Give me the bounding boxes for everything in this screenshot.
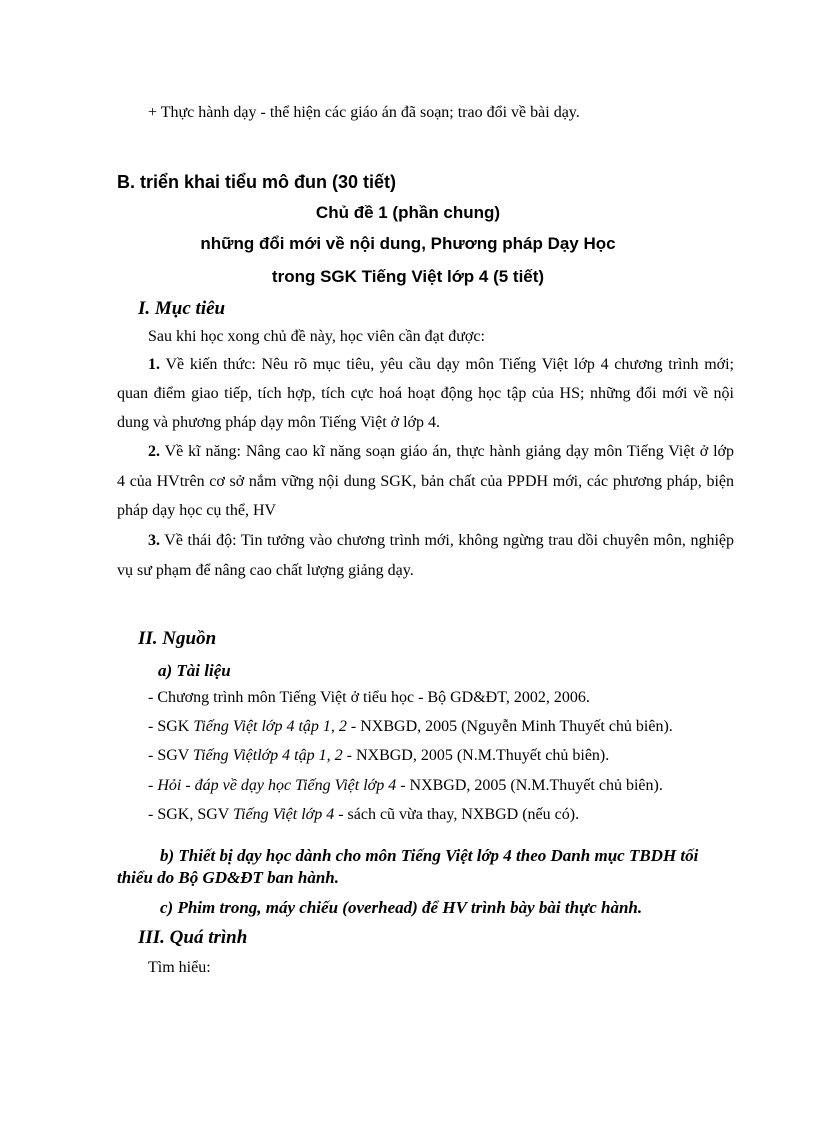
reference-3-title: Tiếng Việtlớp 4 tập 1, 2 [193, 747, 343, 764]
intro-line: + Thực hành dạy - thể hiện các giáo án đã soạn; trao đổi về bài dạy. [148, 104, 580, 121]
reference-4-title: Hỏi - đáp về dạy học Tiếng Việt lớp 4 [157, 777, 397, 794]
reference-3-suffix: - NXBGD, 2005 (N.M.Thuyết chủ biên). [342, 747, 610, 764]
muc-tieu-heading: I. Mục tiêu [138, 298, 226, 319]
topic-title-line1: Chủ đề 1 (phần chung) [315, 203, 501, 222]
reference-4-suffix: - NXBGD, 2005 (N.M.Thuyết chủ biên). [396, 777, 663, 794]
topic-title-line3: trong SGK Tiếng Việt lớp 4 (5 tiết) [271, 267, 545, 286]
item1-number: 1. [148, 356, 160, 373]
reference-2-prefix: - SGK [148, 718, 194, 735]
topic-title-line2: những đổi mới về nội dung, Phương pháp Dạy Học [200, 234, 616, 253]
reference-5-suffix: - sách cũ vừa thay, NXBGD (nếu có). [334, 806, 580, 823]
reference-2-suffix: - NXBGD, 2005 (Nguyễn Minh Thuyết chủ biên). [346, 718, 673, 735]
item3-number: 3. [148, 532, 160, 549]
item2-line3: pháp dạy học cụ thể, HV [117, 502, 277, 519]
nguon-heading: II. Nguồn [138, 628, 217, 649]
item2-line2: 4 của HVtrên cơ sở nắm vững nội dung SGK, bản chất của PPDH mới, các phương pháp, biện [117, 473, 734, 490]
reference-5-prefix: - SGK, SGV [148, 806, 234, 823]
item1-line3: dung và phương pháp dạy môn Tiếng Việt ở lớp 4. [117, 414, 441, 431]
item2-text1: Về kĩ năng: Nâng cao kĩ năng soạn giáo án, thực hành giảng dạy môn Tiếng Việt ở lớp [164, 443, 734, 460]
qua-trinh-heading: III. Quá trình [138, 927, 248, 948]
section-b-heading: B. triển khai tiểu mô đun (30 tiết) [117, 172, 397, 192]
thiet-bi-line2: thiểu do Bộ GD&ĐT ban hành. [117, 868, 339, 887]
item2-number: 2. [148, 443, 160, 460]
item3-line2: vụ sư phạm để nâng cao chất lượng giảng dạy. [117, 562, 414, 579]
reference-2-title: Tiếng Việt lớp 4 tập 1, 2 [193, 718, 347, 735]
reference-4-prefix: - [148, 777, 158, 794]
reference-5 [148, 806, 579, 824]
tim-hieu-line: Tìm hiểu: [148, 959, 211, 976]
item1-text1: Về kiến thức: Nêu rõ mục tiêu, yêu cầu dạy môn Tiếng Việt lớp 4 chương trình mới; [165, 356, 734, 373]
reference-5-title: Tiếng Việt lớp 4 [233, 806, 335, 823]
phim-line: c) Phim trong, máy chiếu (overhead) để HV trình bày bài thực hành. [160, 898, 643, 917]
item2-line1 [117, 443, 734, 461]
item1-line1 [117, 356, 734, 374]
reference-4 [148, 777, 663, 795]
reference-3-prefix: - SGV [148, 747, 194, 764]
item3-text1: Về thái độ: Tin tưởng vào chương trình mới, không ngừng trau dồi chuyên môn, nghiệp [164, 532, 734, 549]
reference-1: - Chương trình môn Tiếng Việt ở tiểu học - Bộ GD&ĐT, 2002, 2006. [148, 689, 590, 706]
item3-line1 [117, 532, 734, 550]
thiet-bi-line1: b) Thiết bị dạy học dành cho môn Tiếng Việt lớp 4 theo Danh mục TBDH tối [160, 846, 699, 865]
reference-2 [148, 718, 673, 736]
muc-tieu-intro: Sau khi học xong chủ đề này, học viên cần đạt được: [148, 328, 485, 345]
reference-3 [148, 747, 609, 765]
item1-line2: quan điểm giao tiếp, tích hợp, tích cực hoá hoạt động học tập của HS; những đổi mới về nội [117, 385, 734, 402]
tai-lieu-heading: a) Tài liệu [158, 661, 231, 680]
